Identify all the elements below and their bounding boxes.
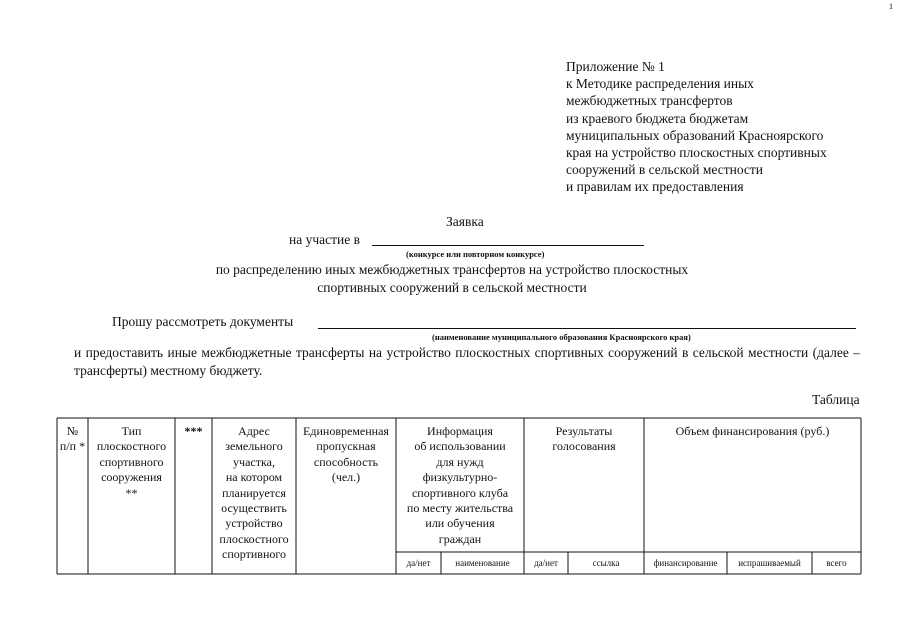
header-line: участка, [233,454,275,469]
table-label: Таблица [812,392,860,407]
document-title: Заявка [446,214,484,229]
header-line: граждан [438,531,482,546]
header-line: плоскостного [219,531,289,546]
participation-prefix: на участие в [289,232,360,247]
subheader-name: наименование [455,558,510,568]
header-voting-results [524,424,644,455]
header-line: *** [184,424,203,438]
header-line: спортивного клуба [411,485,509,500]
header-line: Информация [427,424,493,438]
appendix-line: муниципальных образований Красноярского [566,127,824,143]
subtitle-line: по распределению иных межбюджетных трансфертов на устройство плоскостных [215,262,689,277]
appendix-line: края на устройство плоскостных спортивных [566,145,827,161]
header-line: п/п * [59,439,86,454]
participation-caption: (конкурсе или повторном конкурсе) [406,249,545,259]
header-line: голосования [552,439,616,454]
appendix-line: из краевого бюджета бюджетам [566,110,749,126]
header-capacity [296,424,396,486]
header-address [212,424,296,563]
header-number [57,424,88,455]
header-line: или обучения [425,516,495,531]
header-line: об использовании [414,439,506,454]
subheader-link: ссылка [592,558,620,568]
appendix-line: к Методике распределения иных [566,76,754,92]
header-line: осуществить [221,501,287,516]
header-facility-type [88,424,175,501]
header-line: для нужд [436,454,484,469]
header-line: спортивного [222,547,286,562]
appendix-line: и правилам их предоставления [566,179,744,195]
header-line: спортивного [99,454,164,469]
header-line: на котором [225,470,283,485]
header-line: Единовременная [303,424,389,438]
header-line: Адрес [238,424,270,438]
header-line: физкультурно- [422,470,498,485]
header-usage-info [396,424,524,547]
header-line: № [66,424,79,438]
header-line: Результаты [555,424,613,438]
subheader-yes-no: да/нет [534,558,558,568]
header-line: по месту жительства [406,501,514,516]
subheader-financing: финансирование [653,558,718,568]
appendix-line: Приложение № 1 [566,59,665,74]
corner-mark: 1 [889,2,893,11]
header-line: пропускная [316,439,376,454]
header-line: Объем финансирования (руб.) [675,424,830,438]
appendix-line: сооружений в сельской местности [566,162,764,178]
header-line: ** [125,485,138,500]
header-line: способность [313,454,379,469]
appendix-line: межбюджетных трансфертов [566,93,733,109]
header-line: устройство [225,516,283,531]
header-line: (чел.) [331,470,361,485]
subtitle-line: спортивных сооружений в сельской местности [317,280,587,295]
subheader-total: всего [826,558,847,568]
header-financing-volume [644,424,861,439]
header-line: планируется [222,485,286,500]
request-prefix: Прошу рассмотреть документы [112,314,294,329]
header-line: земельного [225,439,283,454]
request-caption: (наименование муниципального образования Красноярского края) [432,332,691,342]
header-asterisks [175,424,212,439]
subheader-requested: испрашиваемый [738,558,801,568]
header-line: Тип [121,424,142,438]
subheader-yes-no: да/нет [406,558,431,568]
header-line: сооружения [101,470,162,485]
header-line: плоскостного [96,439,167,454]
body-paragraph: и предоставить иные межбюджетные трансферты на устройство плоскостных спортивных сооружений в сельской местности (далее – трансферты) местному бюджету. [74,345,860,378]
